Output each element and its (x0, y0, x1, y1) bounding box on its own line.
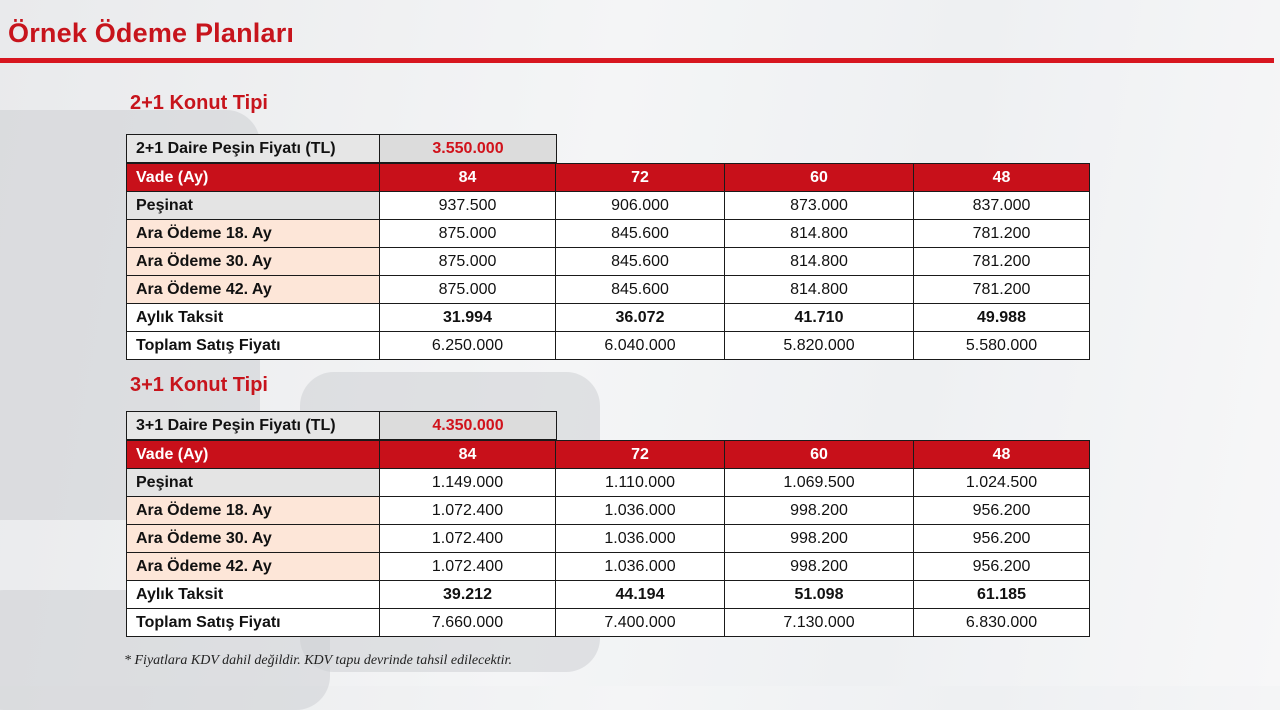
table-cell: 41.710 (725, 304, 914, 332)
table-row (127, 581, 1090, 609)
row-label: Aylık Taksit (127, 581, 380, 609)
table-row (127, 497, 1090, 525)
cash-price-value: 4.350.000 (380, 412, 557, 440)
table-cell: 781.200 (914, 248, 1090, 276)
table-cell: 956.200 (914, 553, 1090, 581)
table-cell: 49.988 (914, 304, 1090, 332)
row-label: Ara Ödeme 30. Ay (127, 525, 380, 553)
table-cell: 845.600 (556, 276, 725, 304)
table-row (127, 609, 1090, 637)
title-divider (0, 58, 1274, 63)
row-label: Toplam Satış Fiyatı (127, 609, 380, 637)
row-label: Ara Ödeme 18. Ay (127, 220, 380, 248)
table-cell: 5.580.000 (914, 332, 1090, 360)
table-cell: 44.194 (556, 581, 725, 609)
table-cell: 998.200 (725, 553, 914, 581)
table-cell: 6.040.000 (556, 332, 725, 360)
table-cell: 875.000 (380, 276, 556, 304)
table-cell: 1.069.500 (725, 469, 914, 497)
page-title: Örnek Ödeme Planları (8, 18, 295, 48)
table-cell: 7.130.000 (725, 609, 914, 637)
payment-plan-table-3plus1 (126, 440, 1090, 637)
table-cell: 814.800 (725, 220, 914, 248)
table-cell: 814.800 (725, 276, 914, 304)
table-cell: 6.250.000 (380, 332, 556, 360)
table-cell: 61.185 (914, 581, 1090, 609)
row-label: Aylık Taksit (127, 304, 380, 332)
table-cell: 1.036.000 (556, 525, 725, 553)
table-cell: 5.820.000 (725, 332, 914, 360)
table-row (127, 469, 1090, 497)
header-term-60: 60 (725, 441, 914, 469)
row-label: Ara Ödeme 42. Ay (127, 553, 380, 581)
table-cell: 937.500 (380, 192, 556, 220)
cash-price-row (127, 135, 557, 163)
table-row (127, 332, 1090, 360)
table-cell: 1.024.500 (914, 469, 1090, 497)
table-cell: 956.200 (914, 497, 1090, 525)
table-row (127, 304, 1090, 332)
table-cell: 998.200 (725, 525, 914, 553)
table-row (127, 553, 1090, 581)
table-cell: 1.110.000 (556, 469, 725, 497)
header-term-72: 72 (556, 164, 725, 192)
table-row (127, 220, 1090, 248)
header-term-label: Vade (Ay) (127, 164, 380, 192)
header-term-60: 60 (725, 164, 914, 192)
table-cell: 36.072 (556, 304, 725, 332)
table-cell: 1.149.000 (380, 469, 556, 497)
row-label: Peşinat (127, 192, 380, 220)
table-cell: 906.000 (556, 192, 725, 220)
row-label: Toplam Satış Fiyatı (127, 332, 380, 360)
table-cell: 781.200 (914, 276, 1090, 304)
table-row (127, 276, 1090, 304)
table-cell: 51.098 (725, 581, 914, 609)
row-label: Peşinat (127, 469, 380, 497)
payment-plan-table-2plus1 (126, 163, 1090, 360)
table-cell: 873.000 (725, 192, 914, 220)
table-cell: 814.800 (725, 248, 914, 276)
section-title-2plus1: 2+1 Konut Tipi (130, 92, 268, 114)
row-label: Ara Ödeme 30. Ay (127, 248, 380, 276)
table-cell: 1.072.400 (380, 525, 556, 553)
table-cell: 7.400.000 (556, 609, 725, 637)
table-cell: 875.000 (380, 248, 556, 276)
table-cell: 39.212 (380, 581, 556, 609)
table-row (127, 192, 1090, 220)
table-row (127, 248, 1090, 276)
header-term-48: 48 (914, 164, 1090, 192)
cash-price-label: 3+1 Daire Peşin Fiyatı (TL) (127, 412, 380, 440)
table-cell: 845.600 (556, 220, 725, 248)
table-cell: 1.036.000 (556, 497, 725, 525)
header-term-72: 72 (556, 441, 725, 469)
header-term-84: 84 (380, 441, 556, 469)
header-term-84: 84 (380, 164, 556, 192)
table-cell: 956.200 (914, 525, 1090, 553)
table-cell: 875.000 (380, 220, 556, 248)
header-term-48: 48 (914, 441, 1090, 469)
table-row (127, 525, 1090, 553)
cash-price-value: 3.550.000 (380, 135, 557, 163)
vat-footnote: * Fiyatlara KDV dahil değildir. KDV tapu devrinde tahsil edilecektir. (124, 653, 512, 668)
cash-price-label: 2+1 Daire Peşin Fiyatı (TL) (127, 135, 380, 163)
table-cell: 7.660.000 (380, 609, 556, 637)
table-header-row (127, 164, 1090, 192)
table-cell: 781.200 (914, 220, 1090, 248)
table-cell: 31.994 (380, 304, 556, 332)
cash-price-table-2plus1 (126, 134, 557, 163)
table-cell: 845.600 (556, 248, 725, 276)
cash-price-table-3plus1 (126, 411, 557, 440)
table-cell: 1.036.000 (556, 553, 725, 581)
table-cell: 837.000 (914, 192, 1090, 220)
table-cell: 6.830.000 (914, 609, 1090, 637)
table-cell: 1.072.400 (380, 553, 556, 581)
row-label: Ara Ödeme 18. Ay (127, 497, 380, 525)
row-label: Ara Ödeme 42. Ay (127, 276, 380, 304)
header-term-label: Vade (Ay) (127, 441, 380, 469)
table-cell: 998.200 (725, 497, 914, 525)
table-cell: 1.072.400 (380, 497, 556, 525)
cash-price-row (127, 412, 557, 440)
section-title-3plus1: 3+1 Konut Tipi (130, 374, 268, 396)
table-header-row (127, 441, 1090, 469)
